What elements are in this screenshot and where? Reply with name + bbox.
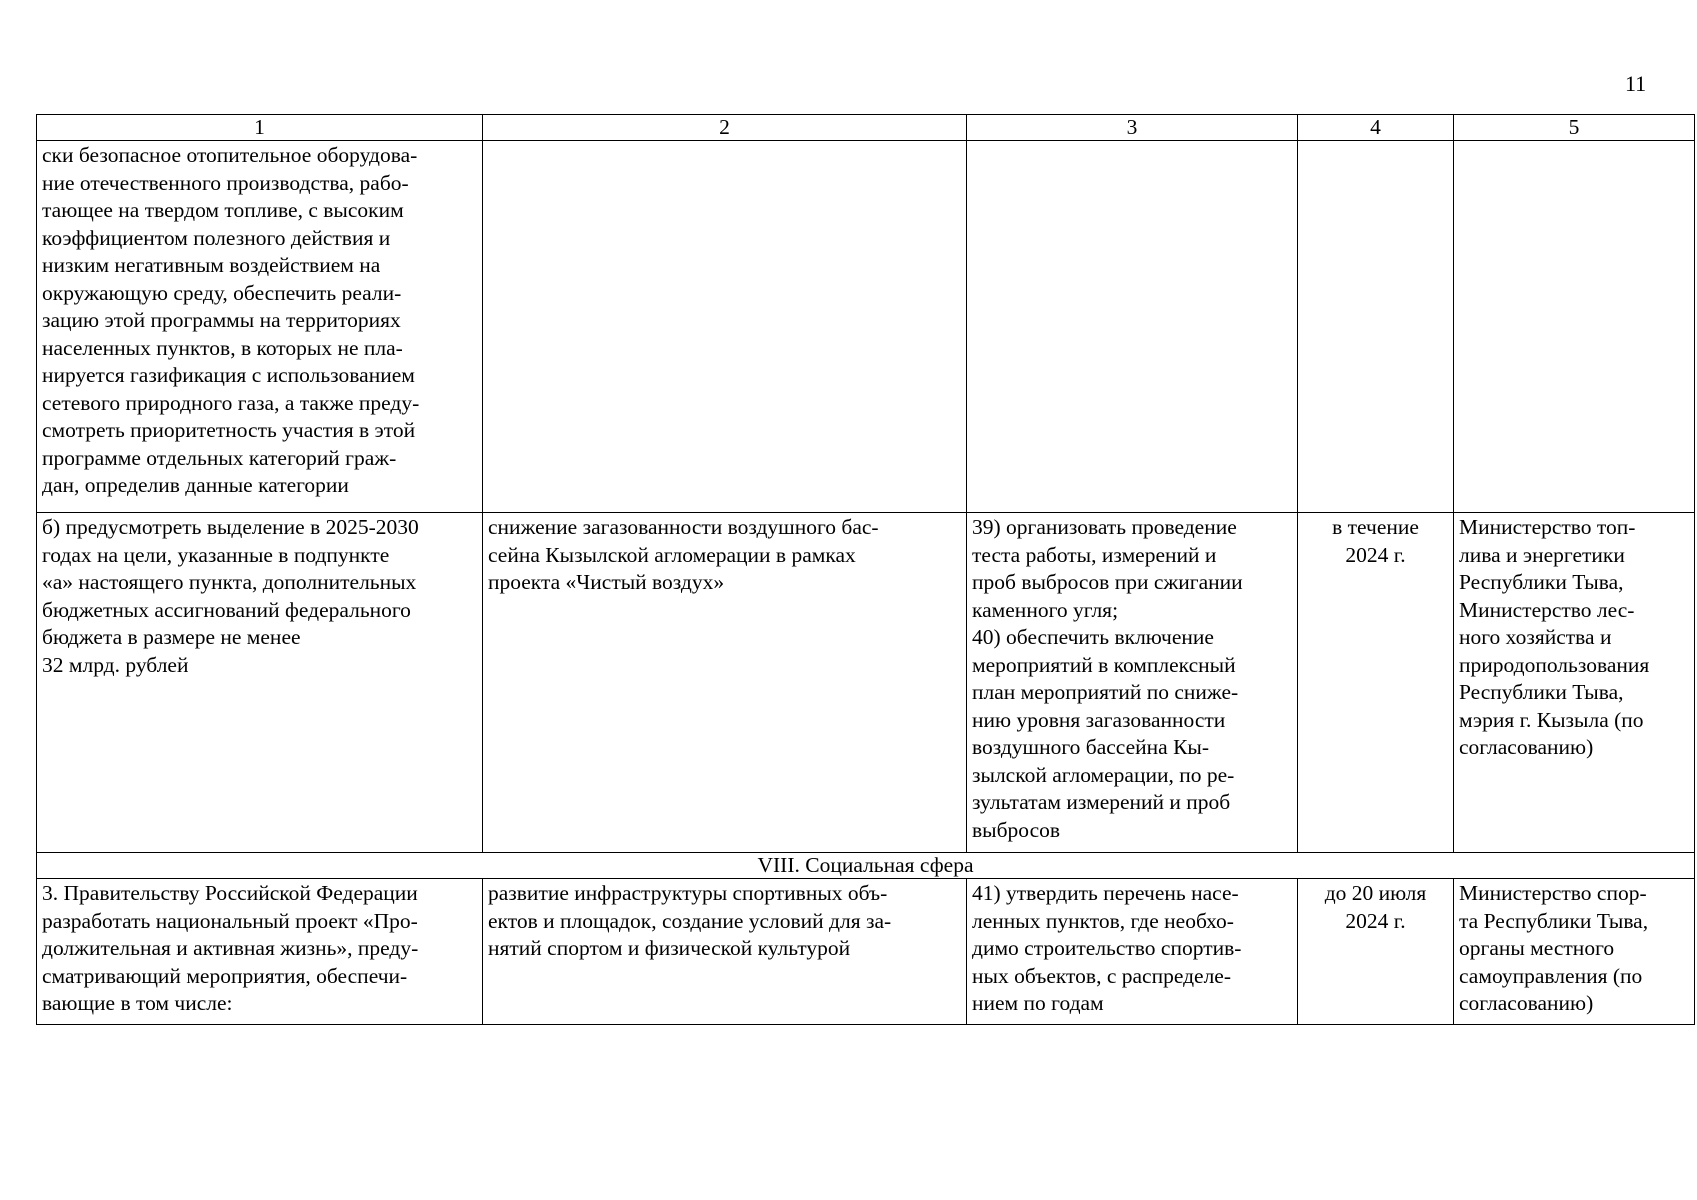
cell-text: ски безопасное отопительное оборудова- ние отечественного производства, рабо- тающее на твердом топливе, с высоким коэффициентом полезного действия и низким негативным воздействием на окружающую среду, обеспечить реали- зацию этой программы на территориях населенных пунктов, в которых не пла- нируется газификация с использованием сетевого природного газа, а также преду- смотреть приоритетность участия в этой программе отдельных категорий граж- дан, определив данные категории	[42, 143, 420, 497]
table-cell	[483, 879, 967, 1025]
table-row	[37, 513, 1695, 853]
table-cell	[1298, 513, 1454, 853]
cell-text: до 20 июля 2024 г.	[1324, 881, 1427, 933]
cell-text: развитие инфраструктуры спортивных объ- ектов и площадок, создание условий для за- нятий спортом и физической культурой	[488, 881, 892, 960]
table-cell	[1454, 513, 1695, 853]
table-cell	[967, 141, 1298, 513]
table-cell	[37, 879, 483, 1025]
cell-text: в течение 2024 г.	[1332, 515, 1419, 567]
cell-text: Министерство спор- та Республики Тыва, органы местного самоуправления (по согласованию)	[1459, 881, 1649, 1015]
table-cell	[1298, 879, 1454, 1025]
table-row	[37, 141, 1695, 513]
header-col-5: 5	[1454, 115, 1695, 141]
cell-text: снижение загазованности воздушного бас- сейна Кызылской агломерации в рамках проекта «Чистый воздух»	[488, 515, 879, 594]
table-header-row	[37, 115, 1695, 141]
table-cell	[37, 141, 483, 513]
cell-text: 39) организовать проведение теста работы, измерений и проб выбросов при сжигании каменного угля; 40) обеспечить включение мероприятий в комплексный план мероприятий по сниже- нию уровня загазованности воздушного бассейна Кы- зылской агломерации, по ре- зультатам измерений и проб выбросов	[972, 515, 1243, 842]
table-cell	[1454, 141, 1695, 513]
cell-text: Министерство топ- лива и энергетики Республики Тыва, Министерство лес- ного хозяйства и природопользования Республики Тыва, мэрия г. Кызыла (по согласованию)	[1459, 515, 1650, 759]
header-col-3: 3	[967, 115, 1298, 141]
cell-text: б) предусмотреть выделение в 2025-2030 годах на цели, указанные в подпункте «а» настоящего пункта, дополнительных бюджетных ассигнований федерального бюджета в размере не менее 32 млрд. рублей	[42, 515, 419, 677]
measures-table	[36, 114, 1695, 1025]
table-cell	[1298, 141, 1454, 513]
table-cell	[967, 513, 1298, 853]
header-col-1: 1	[37, 115, 483, 141]
header-col-2: 2	[483, 115, 967, 141]
cell-text: 41) утвердить перечень насе- ленных пунктов, где необхо- димо строительство спортив- ных объектов, с распределе- нием по годам	[972, 881, 1242, 1015]
page-number: 11	[1625, 71, 1647, 96]
section-row	[37, 853, 1695, 879]
section-title: VIII. Социальная сфера	[37, 853, 1695, 879]
table-row	[37, 879, 1695, 1025]
header-col-4: 4	[1298, 115, 1454, 141]
cell-text: 3. Правительству Российской Федерации разработать национальный проект «Про- должительная и активная жизнь», преду- сматривающий мероприятия, обеспечи- вающие в том числе:	[42, 881, 419, 1015]
table-cell	[967, 879, 1298, 1025]
table-cell	[483, 513, 967, 853]
table-cell	[1454, 879, 1695, 1025]
table-cell	[483, 141, 967, 513]
table-cell	[37, 513, 483, 853]
